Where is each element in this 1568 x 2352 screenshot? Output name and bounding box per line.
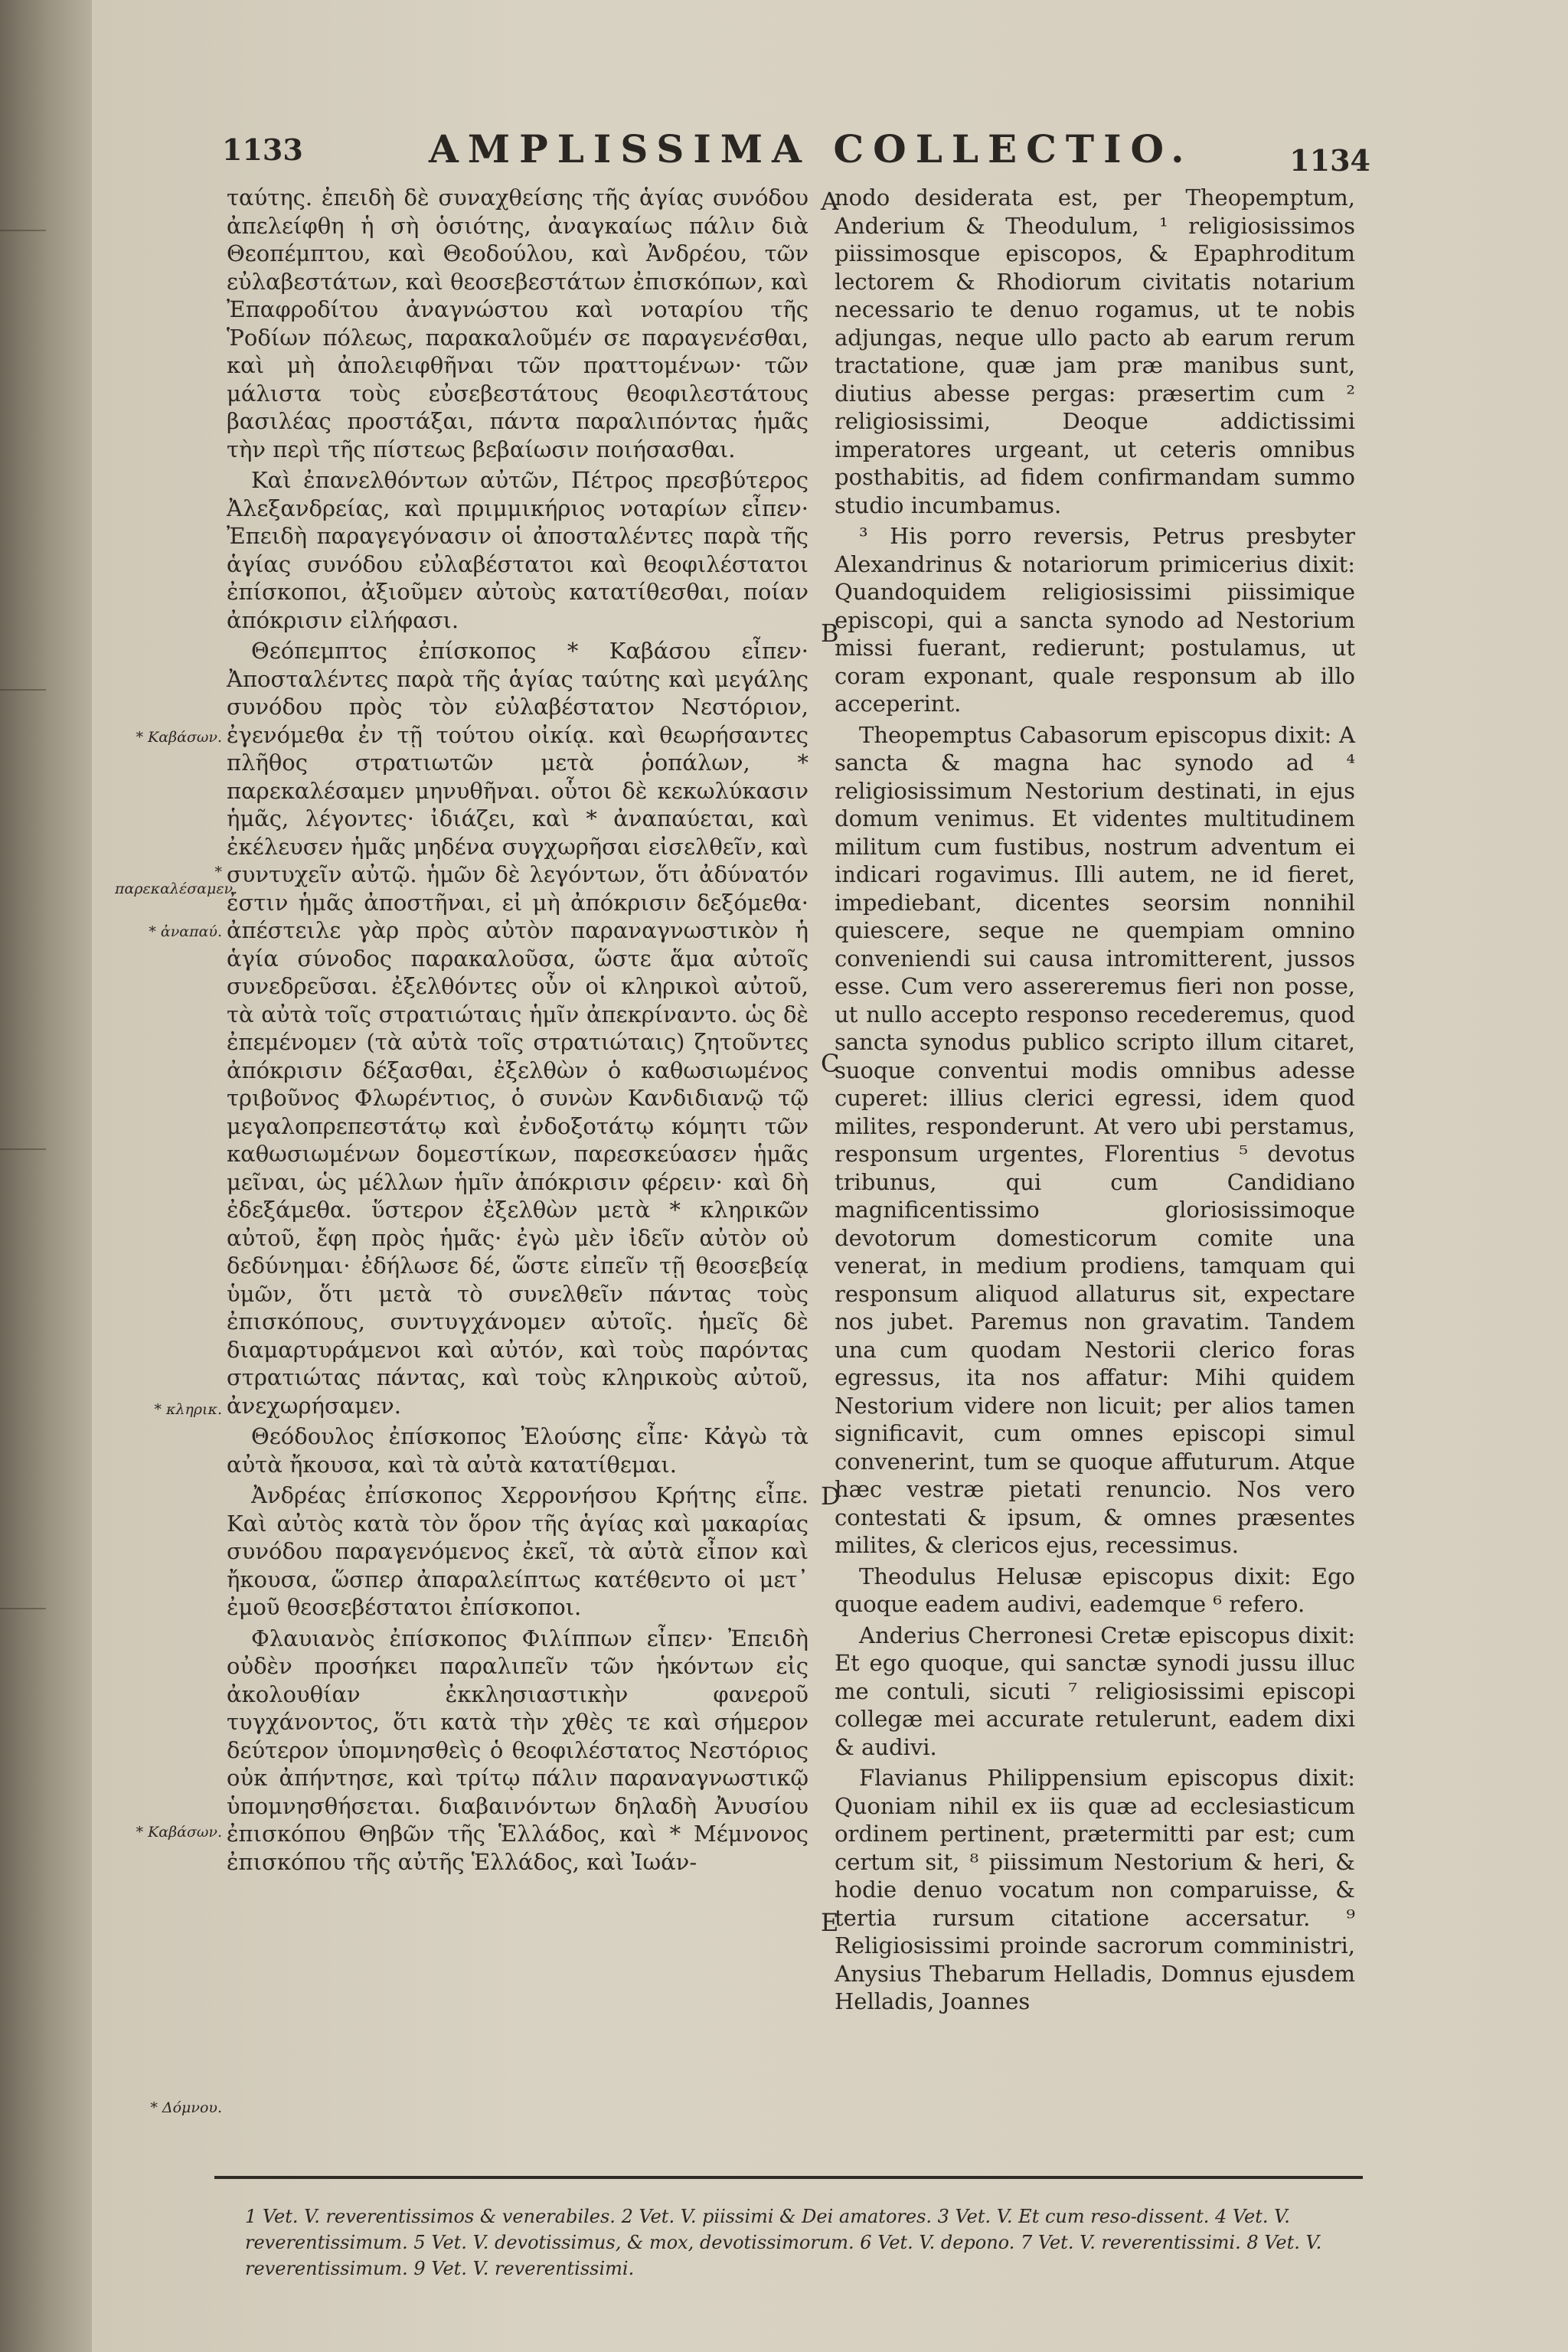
section-letter-e: E [821,1908,839,1937]
section-letter-d: D [821,1481,841,1511]
greek-paragraph: Θεόπεμπτος ἐπίσκοπος * Καβάσου εἶπεν· Ἀποσταλέντες παρὰ τῆς ἁγίας ταύτης καὶ μεγάλης συνόδου πρὸς τὸν εὐλαβέστατον Νεστόριον, ἐγενόμεθα ἐν τῇ τούτου οἰκίᾳ. καὶ θεωρήσαντες πλῆθος στρατιωτῶν μετὰ ῥοπάλων, * παρεκαλέσαμεν μηνυθῆναι. οὗτοι δὲ κεκωλύκασιν ἡμᾶς, λέγοντες· ἰδιάζει, καὶ * ἀναπαύεται, καὶ ἐκέλευσεν ἡμᾶς μηδένα συγχωρῆσαι εἰσελθεῖν, καὶ συντυχεῖν αὐτῷ. ἡμῶν δὲ λεγόντων, ὅτι ἀδύνατόν ἐστιν ἡμᾶς ἀποστῆναι, εἰ μὴ ἀπόκρισιν δεξόμεθα· ἀπέστειλε γὰρ πρὸς αὐτὸν παραναγνωστικὸν ἡ ἁγία σύνοδος παρακαλοῦσα, ὥστε ἅμα αὐτοῖς συνεδρεῦσαι. ἐξελθόντες οὖν οἱ κληρικοὶ αὐτοῦ, τὰ αὐτὰ τοῖς στρατιώταις ἡμῖν ἀπεκρίναντο. ὡς δὲ ἐπεμένομεν (τὰ αὐτὰ τοῖς στρατιώταις) ζητοῦντες ἀπόκρισιν δέξασθαι, ἐξελθὼν ὁ καθωσιωμένος τριβοῦνος Φλωρέντιος, ὁ συνὼν Κανδιδιανῷ τῷ μεγαλοπρεπεστάτῳ καὶ ἐνδοξοτάτῳ κόμητι τῶν καθωσιωμένων δομεστίκων, παρεσκεύασεν ἡμᾶς μεῖναι, ὡς μέλλων ἡμῖν ἀπόκρισιν φέρειν· καὶ δὴ ἐδεξάμεθα. ὕστερον ἐξελθὼν μετὰ * κληρικῶν αὐτοῦ, ἔφη πρὸς ἡμᾶς· ἐγὼ μὲν ἰδεῖν αὐτὸν οὐ δεδύνημαι· ἐδήλωσε δέ, ὥστε εἰπεῖν τῇ θεοσεβείᾳ ὑμῶν, ὅτι μετὰ τὸ συνελθεῖν πάντας τοὺς ἐπισκόπους, συντυγχάνομεν αὐτοῖς. ἡμεῖς δὲ διαμαρτυράμενοι καὶ αὐτόν, καὶ τοὺς παρόντας στρατιώτας πάντας, καὶ τοὺς κληρικοὺς αὐτοῦ, ἀνεχωρήσαμεν. [227,638,808,1419]
gutter [0,0,92,2352]
margin-note: * Καβάσων. [136,729,222,746]
greek-paragraph: Ἀνδρέας ἐπίσκοπος Χερρονήσου Κρήτης εἶπε. Καὶ αὐτὸς κατὰ τὸν ὅρον τῆς ἁγίας καὶ μακαρίας συνόδου παραγενόμενος ἐκεῖ, τὰ αὐτὰ εἶπον καὶ ἤκουσα, ὥσπερ ἀπαραλείπτως κατέθεντο οἱ μετ᾽ ἐμοῦ θεοσεβέστατοι ἐπίσκοποι. [227,1482,808,1620]
gutter-line [0,1608,46,1609]
gutter-line [0,689,46,691]
margin-note: * Καβάσων. [136,1824,222,1841]
page-number-left: 1133 [222,132,303,167]
latin-paragraph: nodo desiderata est, per Theopemptum, Anderium & Theodulum, ¹ religiosissimos piissimosque episcopos, & Epaphroditum lectorem & Rhodiorum civitatis notarium necessario te denuo rogamus, ut te nobis adjungas, neque ullo pacto ab earum rerum tractatione, quæ jam præ manibus sunt, diutius abesse pergas: præsertim cum ² religiosissimi, Deoque addictissimi imperatores urgeant, ut ceteris omnibus posthabitis, ad fidem confirmandam summo studio incumbamus. [835,185,1355,518]
margin-note: * παρεκαλέσαμεν. [115,864,238,897]
greek-paragraph: Φλαυιανὸς ἐπίσκοπος Φιλίππων εἶπεν· Ἐπειδὴ οὐδὲν προσήκει παραλιπεῖν τῶν ἡκόντων εἰς ἀκολουθίαν ἐκκλησιαστικὴν φανεροῦ τυγχάνοντος, ὅτι κατὰ τὴν χθὲς τε καὶ σήμερον δεύτερον ὑπομνησθεὶς ὁ θεοφιλέστατος Νεστόριος οὐκ ἀπήντησε, καὶ τρίτῳ πάλιν παραναγνωστικῷ ὑπομνησθήσεται. διαβαινόντων δηλαδὴ Ἀνυσίου ἐπισκόπου Θηβῶν τῆς Ἑλλάδος, καὶ * Μέμνονος ἐπισκόπου τῆς αὐτῆς Ἑλλάδος, καὶ Ἰωάν- [227,1625,808,1875]
section-letter-a: A [821,187,839,216]
latin-paragraph: Theopemptus Cabasorum episcopus dixit: A sancta & magna hac synodo ad ⁴ religiosissimum Nestorium destinati, in ejus domum venimus. Et videntes multitudinem militum cum fustibus, nostrum adventum ei indicari rogavimus. Illi autem, ne id fieret, impediebant, dicentes seorsim nonnihil quiescere, seque ne quempiam omnino conveniendi sui causa intromitterent, jussos esse. Cum vero assereremus fieri non posse, ut nullo accepto responso recederemus, quod sancta synodus publico scripto illum citaret, suoque conventui modis omnibus adesse cuperet: illius clerici egressi, idem quod milites, responderunt. At vero ubi perstamus, responsum urgentes, Florentius ⁵ devotus tribunus, qui cum Candidiano magnificentissimo gloriosissimoque devotorum domesticorum comite una venerat, in medium prodiens, tamquam qui responsum aliquod allaturus sit, expectare nos jubet. Paremus non gravatim. Tandem una cum quodam Nestorii clerico foras egressus, ita nos affatur: Mihi quidem Nestorium videre non licuit; per alios tamen significavit, cum omnes episcopi simul convenerint, tum se quoque affuturum. Atque hæc vestræ pietati renuncio. Nos vero contestati & ipsum, & omnes præsentes milites, & clericos ejus, recessimus. [835,721,1355,1558]
latin-column [835,184,1355,2113]
margin-note: * κληρικ. [154,1401,222,1418]
latin-paragraph: ³ His porro reversis, Petrus presbyter Alexandrinus & notariorum primicerius dixit: Quandoquidem religiosissimi piissimique episcopi, qui a sancta synodo ad Nestorium missi fuerant, redierunt; postulamus, ut coram exponant, quale responsum ab illo acceperint. [835,523,1355,717]
margin-note: * Δόμνου. [150,2099,222,2116]
gutter-line [0,1148,46,1150]
gutter-line [0,230,46,231]
section-letter-c: C [821,1049,840,1078]
greek-paragraph: ταύτης. ἐπειδὴ δὲ συναχθείσης τῆς ἁγίας συνόδου ἀπελείφθη ἡ σὴ ὁσιότης, ἀναγκαίως πάλιν διὰ Θεοπέμπτου, καὶ Θεοδούλου, καὶ Ἀνδρέου, τῶν εὐλαβεστάτων, καὶ θεοσεβεστάτων ἐπισκόπων, καὶ Ἐπαφροδίτου ἀναγνώστου καὶ νοταρίου τῆς Ῥοδίων πόλεως, παρακαλοῦμέν σε παραγενέσθαι, καὶ μὴ ἀπολειφθῆναι τῶν πραττομένων· τῶν μάλιστα τοὺς εὐσεβεστάτους θεοφιλεστάτους βασιλέας προστάξαι, πάντα παραλιπόντας ἡμᾶς τὴν περὶ τῆς πίστεως βεβαίωσιν ποιήσασθαι. [227,185,808,462]
greek-paragraph: Θεόδουλος ἐπίσκοπος Ἐλούσης εἶπε· Κἀγὼ τὰ αὐτὰ ἤκουσα, καὶ τὰ αὐτὰ κατατίθεμαι. [227,1423,808,1478]
page-header [222,126,1370,180]
footnotes: 1 Vet. V. reverentissimos & venerabiles. 2 Vet. V. piissimi & Dei amatores. 3 Vet. V. Et cum reso-dissent. 4 Vet. V. reverentissimum. 5 Vet. V. devotissimus, & mox, devotissimorum. 6 Vet. V. depono. 7 Vet. V. reverentissimi. 8 Vet. V. reverentissimum. 9 Vet. V. reverentissimi. [245,2206,1322,2279]
latin-paragraph: Flavianus Philippensium episcopus dixit: Quoniam nihil ex iis quæ ad ecclesiasticum ordinem pertinent, prætermitti par est; cum certum sit, ⁸ piissimum Nestorium & heri, & hodie denuo vocatum non comparuisse, & tertia rursum citatione accersatur. ⁹ Religiosissimi proinde sacrorum comministri, Anysius Thebarum Helladis, Domnus ejusdem Helladis, Joannes [835,1765,1355,2014]
greek-paragraph: Καὶ ἐπανελθόντων αὐτῶν, Πέτρος πρεσβύτερος Ἀλεξανδρείας, καὶ πριμμικήριος νοταρίων εἶπεν· Ἐπειδὴ παραγεγόνασιν οἱ ἀποσταλέντες παρὰ τῆς ἁγίας συνόδου εὐλαβέστατοι καὶ θεοφιλέστατοι ἐπίσκοποι, ἀξιοῦμεν αὐτοὺς κατατίθεσθαι, ποίαν ἀπόκρισιν εἰλήφασι. [227,467,808,633]
page-number-right: 1134 [1289,143,1370,178]
footnote-rule [214,2176,1363,2179]
latin-paragraph: Anderius Cherronesi Cretæ episcopus dixit: Et ego quoque, qui sanctæ synodi jussu illuc me contuli, sicuti ⁷ religiosissimi episcopi collegæ mei accurate retulerunt, eadem dixi & audivi. [835,1622,1355,1760]
running-title: AMPLISSIMA COLLECTIO. [429,126,1194,172]
greek-column [227,184,808,2113]
section-letter-b: B [821,619,839,648]
latin-paragraph: Theodulus Helusæ episcopus dixit: Ego quoque eadem audivi, eademque ⁶ refero. [835,1563,1355,1617]
margin-note: * ἀναπαύ. [149,923,222,940]
